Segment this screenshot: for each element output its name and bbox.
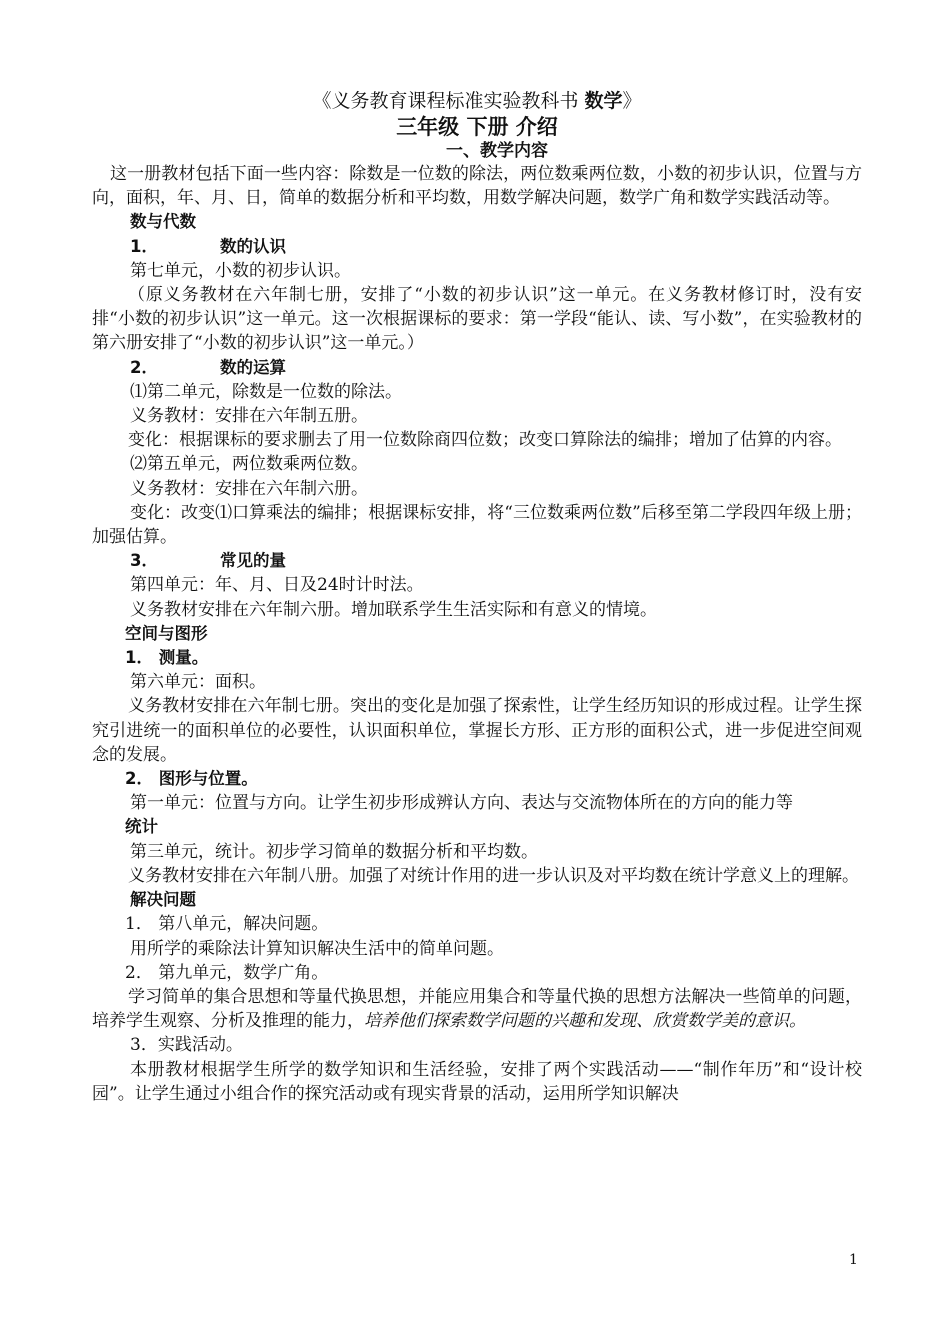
heading-number-recognition: 1． 数的认识 [130, 236, 286, 256]
paragraph: 学习简单的集合思想和等量代换思想，并能应用集合和等量代换的思想方法解决一些简单的问题，培养学生观察、分析及推理的能力，培养他们探索数学问题的兴趣和发现、欣赏数学美的意识。 [92, 986, 862, 1032]
heading-algebra: 数与代数 [130, 212, 196, 232]
paragraph: 3．实践活动。 [130, 1035, 243, 1056]
document-subtitle: 三年级 下册 介绍 [396, 114, 558, 139]
page-number: 1 [849, 1252, 858, 1268]
paragraph: 第四单元：年、月、日及24时计时法。 [130, 575, 424, 596]
paragraph: 第三单元，统计。初步学习简单的数据分析和平均数。 [130, 841, 538, 862]
title-text: 《义务教育课程标准实验教科书 [312, 90, 579, 112]
paragraph: 义务教材安排在六年制八册。加强了对统计作用的进一步认识及对平均数在统计学意义上的理解。 [128, 865, 859, 886]
paragraph: 变化：根据课标的要求删去了用一位数除商四位数；改变口算除法的编排；增加了估算的内容。 [128, 430, 842, 451]
paragraph: 变化：改变⑴口算乘法的编排；根据课标安排，将“三位数乘两位数”后移至第二学段四年级上册；加强估算。 [92, 502, 862, 548]
heading-statistics: 统计 [125, 817, 158, 837]
paragraph: 义务教材安排在六年制六册。增加联系学生生活实际和有意义的情境。 [130, 599, 657, 620]
title-suffix: 》 [622, 90, 642, 112]
paragraph: 第七单元，小数的初步认识。 [130, 260, 351, 281]
paragraph: 义务教材：安排在六年制五册。 [130, 406, 368, 427]
paragraph: 本册教材根据学生所学的数学知识和生活经验，安排了两个实践活动——“制作年历”和“设计校园”。让学生通过小组合作的探究活动或有现实背景的活动，运用所学知识解决 [92, 1059, 862, 1104]
paragraph: 用所学的乘除法计算知识解决生活中的简单问题。 [130, 938, 504, 959]
document-page [92, 88, 862, 1106]
paragraph: ⑴第二单元，除数是一位数的除法。 [130, 381, 402, 402]
paragraph: 第六单元：面积。 [130, 672, 266, 693]
heading-number-operations: 2． 数的运算 [130, 357, 286, 377]
paragraph: 义务教材：安排在六年制六册。 [130, 478, 368, 499]
heading-problem-solving: 解决问题 [130, 890, 196, 910]
document-title [92, 88, 862, 114]
heading-shapes-and-position: 2． 图形与位置。 [125, 769, 258, 789]
heading-space-and-shapes: 空间与图形 [125, 623, 208, 643]
paragraph: 义务教材安排在六年制七册。突出的变化是加强了探索性，让学生经历知识的形成过程。让学生探究引进统一的面积单位的必要性，认识面积单位，掌握长方形、正方形的面积公式，进一步促进空间观念的发展。 [92, 696, 862, 765]
heading-measurement: 1． 测量。 [125, 648, 209, 668]
paragraph: （原义务教材在六年制七册，安排了“小数的初步认识”这一单元。在义务教材修订时，没有安排“小数的初步认识”这一单元。这一次根据课标的要求：第一学段“能认、读、写小数”，在实验教材的第六册安排了“小数的初步认识”这一单元。） [92, 285, 862, 354]
heading-common-quantities: 3． 常见的量 [130, 551, 286, 571]
paragraph: 第一单元：位置与方向。让学生初步形成辨认方向、表达与交流物体所在的方向的能力等 [130, 793, 793, 814]
title-bold-text: 数学 [584, 90, 623, 112]
paragraph: 1． 第八单元，解决问题。 [125, 914, 329, 935]
intro-paragraph: 这一册教材包括下面一些内容：除数是一位数的除法，两位数乘两位数，小数的初步认识，位置与方向，面积，年、月、日，简单的数据分析和平均数，用数学解决问题，数学广角和数学实践活动等。 [92, 164, 862, 209]
paragraph: ⑵第五单元，两位数乘两位数。 [130, 454, 368, 475]
section-heading: 一、教学内容 [446, 141, 548, 161]
paragraph: 2． 第九单元，数学广角。 [125, 962, 329, 983]
